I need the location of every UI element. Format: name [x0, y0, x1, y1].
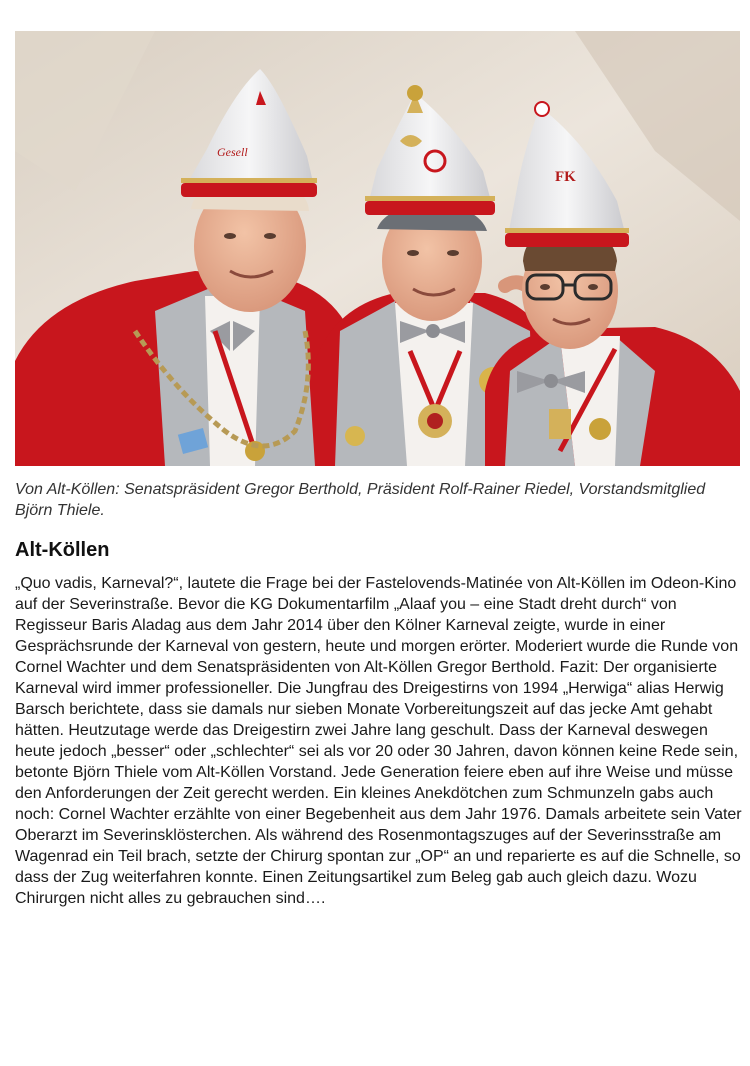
article-body: „Quo vadis, Karneval?“, lautete die Frage bei der Fastelovends-Matinée von Alt-Köllen im Odeon-Kino auf der Severinstraße. Bevor die KG Dokumentarfilm „Alaaf you – eine Stadt dreht durch“ von Regisseur Baris Aladag aus dem Jahr 2014 über den Kölner Karneval zeigte, wurde in einer Gesprächsrunde der Karneval von gestern, heute und morgen erörter. Moderiert wurde die Runde von Cornel Wachter und dem Senatspräsidenten von Alt-Köllen Gregor Berthold. Fazit: Der organisierte Karneval wird immer professioneller. Die Jungfrau des Dreigestirns von 1994 „Herwiga“ alias Herwig Barsch berichtete, dass sie damals nur sieben Monate Vorbereitungszeit auf das jecke Amt gehabt hätten. Heutzutage werde das Dreigestirn zwei Jahre lang geschult. Dass der Karneval deswegen heute jedoch „besser“ oder „schlechter“ sei als vor 20 oder 30 Jahren, davon können keine Rede sein, betonte Björn Thiele vom Alt-Köllen Vorstand. Jede Generation feiere eben auf ihre Weise und müsse den Anforderungen der Zeit gerecht werden. Ein kleines Anekdötchen zum Schmunzeln gabs auch noch: Cornel Wachter erzählte von einer Begebenheit aus dem Jahr 1976. Damals arbeitete sein Vater Oberarzt im Severinsklösterchen. Als während des Rosenmontagszuges auf der Severinsstraße am Wagenrad ein Teil brach, setzte der Chirurg spontan zur „OP“ an und reparierte es auf die Schnelle, so dass der Zug weiterfahren konnte. Einen Zeitungsartikel zum Beleg gab auch gleich dazu. Wozu Chirurgen nicht alles zu gebrauchen sind….: [15, 575, 742, 907]
article-headline: Alt-Köllen: [15, 539, 110, 561]
svg-text:FK: FK: [555, 169, 576, 185]
article-photo: [15, 31, 740, 466]
photo-illustration: [15, 31, 740, 466]
photo-caption: Von Alt-Köllen: Senatspräsident Gregor Berthold, Präsident Rolf-Rainer Riedel, Vorstandsmitglied Björn Thiele.: [15, 481, 706, 519]
svg-text:Gesell: Gesell: [217, 145, 248, 159]
